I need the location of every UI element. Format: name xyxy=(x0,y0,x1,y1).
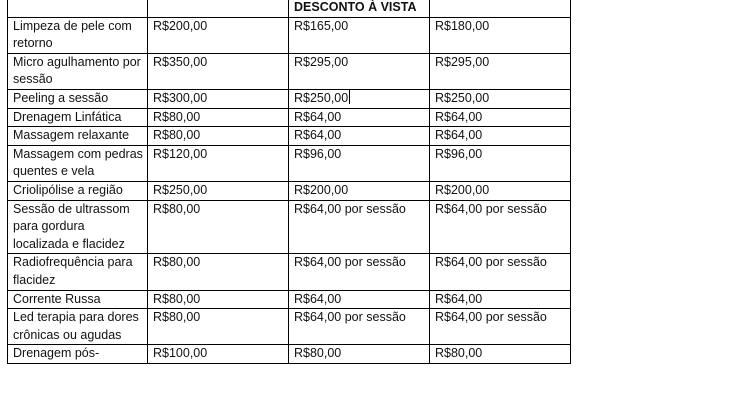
header-cell-other[interactable] xyxy=(430,0,571,17)
header-cell-cash-discount[interactable]: DESCONTO À VISTA xyxy=(289,0,430,17)
price-cell[interactable]: R$300,00 xyxy=(148,89,289,108)
header-cell-service[interactable] xyxy=(8,0,148,17)
other-price-cell[interactable]: R$64,00 por sessão xyxy=(430,200,571,254)
table-row xyxy=(8,345,571,364)
service-cell[interactable]: Corrente Russa xyxy=(8,290,148,309)
cash-discount-cell[interactable]: R$96,00 xyxy=(289,145,430,181)
cash-discount-cell[interactable] xyxy=(289,89,430,108)
table-row xyxy=(8,127,571,146)
table-row xyxy=(8,309,571,345)
table-row xyxy=(8,181,571,200)
price-cell[interactable]: R$80,00 xyxy=(148,200,289,254)
cash-discount-cell-text: R$250,00 xyxy=(294,90,349,105)
cash-discount-cell[interactable]: R$295,00 xyxy=(289,53,430,89)
table-row xyxy=(8,254,571,290)
table-row xyxy=(8,290,571,309)
table-row xyxy=(8,200,571,254)
service-cell[interactable]: Micro agulhamento por sessão xyxy=(8,53,148,89)
service-cell[interactable]: Drenagem pós- xyxy=(8,345,148,364)
service-cell[interactable]: Limpeza de pele com retorno xyxy=(8,17,148,53)
price-cell[interactable]: R$200,00 xyxy=(148,17,289,53)
header-cell-price[interactable] xyxy=(148,0,289,17)
service-cell[interactable]: Criolipólise a região xyxy=(8,181,148,200)
cash-discount-cell[interactable]: R$64,00 xyxy=(289,290,430,309)
price-cell[interactable]: R$80,00 xyxy=(148,254,289,290)
other-price-cell[interactable]: R$64,00 por sessão xyxy=(430,309,571,345)
other-price-cell[interactable]: R$180,00 xyxy=(430,17,571,53)
service-cell[interactable]: Massagem relaxante xyxy=(8,127,148,146)
price-table xyxy=(7,0,571,364)
price-cell[interactable]: R$250,00 xyxy=(148,181,289,200)
other-price-cell[interactable]: R$64,00 xyxy=(430,127,571,146)
service-cell[interactable]: Massagem com pedras quentes e vela xyxy=(8,145,148,181)
price-cell[interactable]: R$120,00 xyxy=(148,145,289,181)
other-price-cell[interactable]: R$64,00 xyxy=(430,290,571,309)
price-cell[interactable]: R$80,00 xyxy=(148,290,289,309)
cash-discount-cell[interactable]: R$64,00 xyxy=(289,108,430,127)
price-cell[interactable]: R$80,00 xyxy=(148,127,289,146)
table-row xyxy=(8,89,571,108)
other-price-cell[interactable]: R$200,00 xyxy=(430,181,571,200)
other-price-cell[interactable]: R$80,00 xyxy=(430,345,571,364)
service-cell[interactable]: Drenagem Linfática xyxy=(8,108,148,127)
other-price-cell[interactable]: R$96,00 xyxy=(430,145,571,181)
cash-discount-cell[interactable]: R$64,00 por sessão xyxy=(289,254,430,290)
table-row xyxy=(8,53,571,89)
price-cell[interactable]: R$80,00 xyxy=(148,309,289,345)
table-row xyxy=(8,145,571,181)
other-price-cell[interactable]: R$295,00 xyxy=(430,53,571,89)
price-cell[interactable]: R$100,00 xyxy=(148,345,289,364)
cash-discount-cell[interactable]: R$64,00 xyxy=(289,127,430,146)
table-header-row xyxy=(8,0,571,17)
table-row xyxy=(8,17,571,53)
cash-discount-cell[interactable]: R$200,00 xyxy=(289,181,430,200)
service-cell[interactable]: Radiofrequência para flacidez xyxy=(8,254,148,290)
cash-discount-cell[interactable]: R$165,00 xyxy=(289,17,430,53)
cash-discount-cell[interactable]: R$64,00 por sessão xyxy=(289,309,430,345)
service-cell[interactable]: Peeling a sessão xyxy=(8,89,148,108)
price-cell[interactable]: R$80,00 xyxy=(148,108,289,127)
table-row xyxy=(8,108,571,127)
service-cell[interactable]: Sessão de ultrassom para gordura localizada e flacidez xyxy=(8,200,148,254)
service-cell[interactable]: Led terapia para dores crônicas ou agudas xyxy=(8,309,148,345)
other-price-cell[interactable]: R$64,00 xyxy=(430,108,571,127)
text-cursor xyxy=(349,90,350,104)
price-cell[interactable]: R$350,00 xyxy=(148,53,289,89)
cash-discount-cell[interactable]: R$64,00 por sessão xyxy=(289,200,430,254)
other-price-cell[interactable]: R$250,00 xyxy=(430,89,571,108)
other-price-cell[interactable]: R$64,00 por sessão xyxy=(430,254,571,290)
cash-discount-cell[interactable]: R$80,00 xyxy=(289,345,430,364)
